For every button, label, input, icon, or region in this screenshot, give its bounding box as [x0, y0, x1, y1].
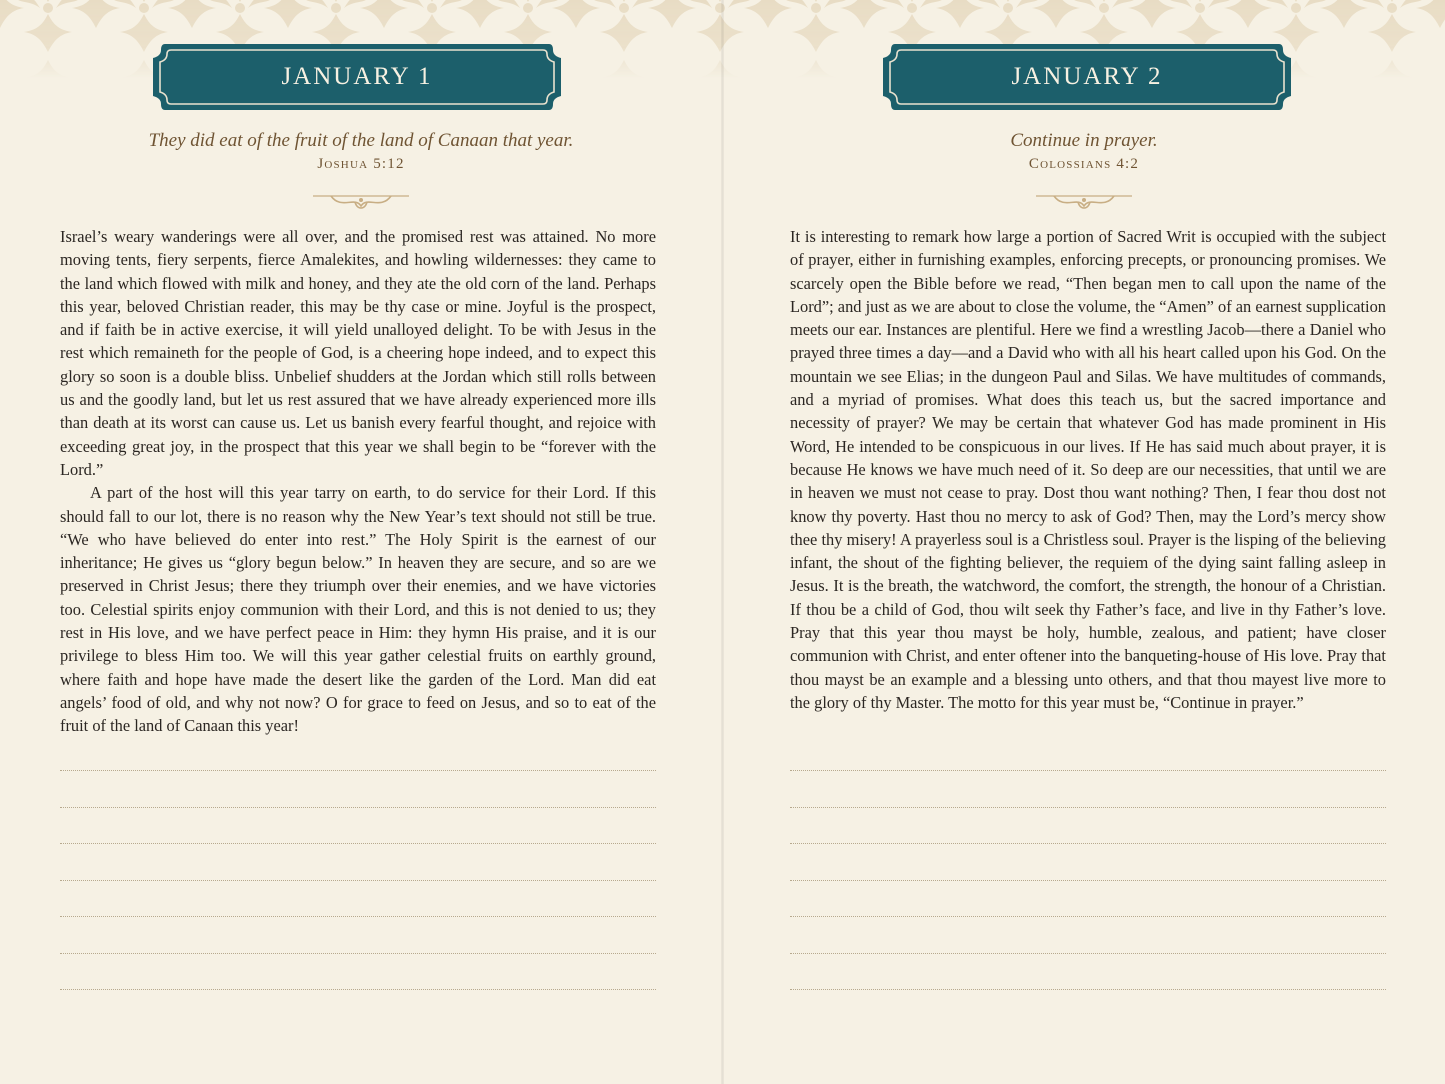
devotional-text: [790, 225, 1386, 714]
flourish-icon: [311, 188, 411, 214]
note-line: [60, 880, 656, 881]
verse-text: They did eat of the fruit of the land of Canaan that year.: [148, 130, 574, 151]
verse-reference: Colossians 4:2: [1028, 156, 1140, 172]
notes-lines: [60, 770, 656, 1026]
verse-reference: Joshua 5:12: [317, 156, 405, 172]
note-line: [790, 807, 1386, 808]
date-title: JANUARY 2: [1011, 63, 1163, 90]
verse-block: [0, 128, 722, 174]
right-page: [723, 0, 1445, 1084]
paragraph: It is interesting to remark how large a portion of Sacred Writ is occupied with the subject of prayer, either in furnishing examples, enforcing precepts, or pronouncing promises. We scarcely open the Bible before we read, “Then began men to call upon the name of the Lord”; and just as we are about to close the volume, the “Amen” of an earnest supplication meets our ear. Instances are plentiful. Here we find a wrestling Jacob—there a Daniel who prayed three times a day—and a David who with all his heart called upon his God. On the mountain we see Elias; in the dungeon Paul and Silas. We have multitudes of commands, and a myriad of promises. What does this teach us, but the sacred importance and necessity of prayer? We may be certain that whatever God has made prominent in His Word, He intended to be conspicuous in our lives. If He has said much about prayer, it is because He knows we have much need of it. So deep are our necessities, that until we are in heaven we must not cease to pray. Dost thou want nothing? Then, I fear thou dost not know thy poverty. Hast thou no mercy to ask of God? Then, may the Lord’s mercy show thee thy misery! A prayerless soul is a Christless soul. Prayer is the lisping of the believing infant, the shout of the fighting believer, the requiem of the dying saint falling asleep in Jesus. It is the breath, the watchword, the comfort, the strength, the honour of a Christian. If thou be a child of God, thou wilt seek thy Father’s face, and live in thy Father’s love. Pray that this year thou mayst be holy, humble, zealous, and patient; have closer communion with Christ, and enter oftener into the banqueting-house of His love. Pray that thou mayst be an example and a blessing unto others, and that thou mayest live more to the glory of thy Master. The motto for this year must be, “Continue in prayer.”: [790, 227, 1386, 712]
note-line: [60, 807, 656, 808]
note-line: [60, 770, 656, 771]
verse-text: Continue in prayer.: [1010, 130, 1158, 151]
note-line: [790, 989, 1386, 990]
devotional-text: [60, 225, 656, 738]
verse-block: [723, 128, 1445, 174]
left-page: [0, 0, 722, 1084]
date-banner: [881, 42, 1293, 112]
note-line: [790, 880, 1386, 881]
paragraph: Israel’s weary wanderings were all over, and the promised rest was attained. No more moving tents, fiery serpents, fierce Amalekites, and howling wildernesses: they came to the land which flowed with milk and honey, and they ate the old corn of the land. Perhaps this year, beloved Christian reader, this may be thy case or mine. Joyful is the prospect, and if faith be in active exercise, it will yield unalloyed delight. To be with Jesus in the rest which remaineth for the people of God, is a cheering hope indeed, and to expect this glory so soon is a double bliss. Unbelief shudders at the Jordan which still rolls between us and the goodly land, but let us rest assured that we have already experienced more ills than death at its worst can cause us. Let us banish every fearful thought, and rejoice with exceeding great joy, in the prospect that this year we shall begin to be “forever with the Lord.”: [60, 227, 656, 479]
flourish-icon: [1034, 188, 1134, 214]
note-line: [790, 953, 1386, 954]
note-line: [60, 989, 656, 990]
note-line: [790, 843, 1386, 844]
note-line: [790, 916, 1386, 917]
paragraph: A part of the host will this year tarry on earth, to do service for their Lord. If this should fall to our lot, there is no reason why the New Year’s text should not still be true. “We who have believed do enter into rest.” The Holy Spirit is the earnest of our inheritance; He gives us “glory begun below.” In heaven they are secure, and so are we preserved in Christ Jesus; there they triumph over their enemies, and we have victories too. Celestial spirits enjoy communion with their Lord, and this is not denied to us; they rest in His love, and we have perfect peace in Him: they hymn His praise, and it is our privilege to bless Him too. We will this year gather celestial fruits on earthly ground, where faith and hope have made the desert like the garden of the Lord. Man did eat angels’ food of old, and why not now? O for grace to feed on Jesus, and so to eat of the fruit of the land of Canaan this year!: [60, 483, 656, 736]
note-line: [790, 770, 1386, 771]
note-line: [60, 953, 656, 954]
date-title: JANUARY 1: [281, 63, 433, 90]
note-line: [60, 916, 656, 917]
notes-lines: [790, 770, 1386, 1026]
note-line: [60, 843, 656, 844]
date-banner: [151, 42, 563, 112]
